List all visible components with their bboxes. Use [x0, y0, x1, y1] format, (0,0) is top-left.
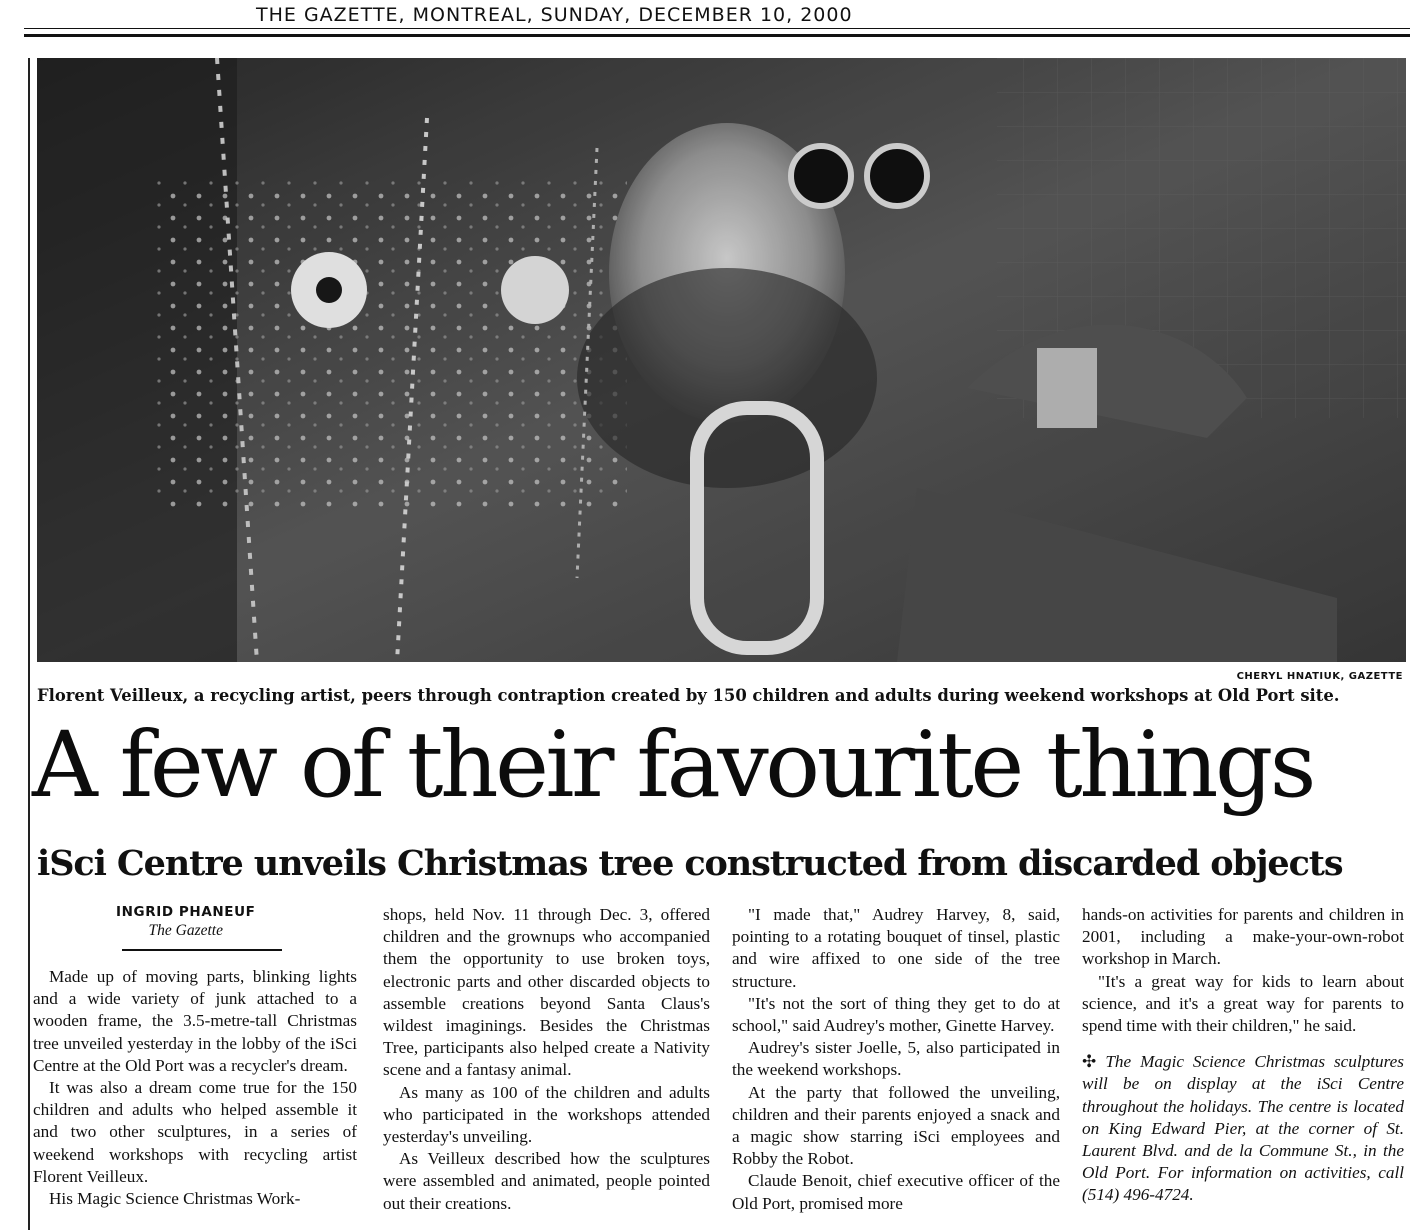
left-margin-rule — [28, 58, 30, 1230]
paragraph: As many as 100 of the children and adults who participated in the workshops attended yesterday's unveiling. — [383, 1082, 710, 1147]
photo-illustration — [37, 58, 1406, 662]
info-box-text — [1082, 1051, 1404, 1206]
photo-credit: CHERYL HNATIUK, GAZETTE — [1236, 671, 1403, 682]
info-box-body: The Magic Science Christmas sculptures will be on display at the iSci Centre throughout the holidays. The centre is located on King Edward Pier, at the corner of St. Laurent Blvd. and de la Commune St., in the Old Port. For information on activities, call (514) 496-4724. — [1082, 1052, 1404, 1205]
paragraph: Audrey's sister Joelle, 5, also participated in the weekend workshops. — [732, 1038, 1060, 1080]
article-column-3 — [732, 904, 1060, 1215]
paragraph: hands-on activities for parents and children in 2001, including a make-your-own-robot workshop in March. — [1082, 905, 1404, 969]
masthead-text: THE GAZETTE, MONTREAL, SUNDAY, DECEMBER 10, 2000 — [256, 4, 853, 26]
paragraph: At the party that followed the unveiling, children and their parents enjoyed a snack and a magic show starring iSci employees and Robby the Robot. — [732, 1082, 1060, 1169]
byline-rule — [122, 949, 282, 951]
paragraph: "It's a great way for kids to learn about science, and it's a great way for parents to spend time with their children," he said. — [1082, 971, 1404, 1036]
article-column-1 — [33, 966, 357, 1210]
masthead-rule-thick — [24, 34, 1410, 37]
headline: A few of their favourite things — [32, 713, 1313, 818]
paragraph: Made up of moving parts, blinking lights and a wide variety of junk attached to a wooden frame, the 3.5-metre-tall Christmas tree unveiled yesterday in the lobby of the iSci Centre at the Old Port was a recycler's dream. — [33, 967, 357, 1075]
masthead — [24, 0, 1410, 40]
masthead-rule — [24, 28, 1410, 29]
news-photo — [37, 58, 1406, 662]
photo-cutline: Florent Veilleux, a recycling artist, peers through contraption created by 150 children and adults during weekend workshops at Old Port site. — [37, 686, 1340, 705]
byline-name: INGRID PHANEUF — [116, 904, 256, 920]
paragraph: It was also a dream come true for the 150 children and adults who helped assemble it and two other sculptures, in a series of weekend workshops with recycling artist Florent Veilleux. — [33, 1078, 357, 1186]
info-box — [1082, 1051, 1404, 1206]
subheadline: iSci Centre unveils Christmas tree constructed from discarded objects — [37, 843, 1343, 884]
paragraph: "I made that," Audrey Harvey, 8, said, pointing to a rotating bouquet of tinsel, plastic and wire affixed to one side of the tree structure. — [732, 905, 1060, 991]
paragraph: "It's not the sort of thing they get to do at school," said Audrey's mother, Ginette Harvey. — [732, 993, 1060, 1036]
byline — [116, 904, 255, 940]
paragraph: As Veilleux described how the sculptures were assembled and animated, people pointed out their creations. — [383, 1149, 710, 1213]
bullet-icon: ✣ — [1082, 1052, 1097, 1072]
paragraph: His Magic Science Christmas Work- — [49, 1189, 301, 1209]
article-column-4 — [1082, 904, 1404, 1207]
article-column-2 — [383, 904, 710, 1215]
paragraph: Claude Benoit, chief executive officer of the Old Port, promised more — [732, 1171, 1060, 1213]
paragraph: shops, held Nov. 11 through Dec. 3, offered children and the grownups who accompanied them the opportunity to use broken toys, electronic parts and other discarded objects to assemble creations beyond Santa Claus's wildest imaginings. Besides the Christmas Tree, participants also helped create a Nativity scene and a fantasy animal. — [383, 905, 710, 1080]
byline-org: The Gazette — [148, 922, 223, 939]
